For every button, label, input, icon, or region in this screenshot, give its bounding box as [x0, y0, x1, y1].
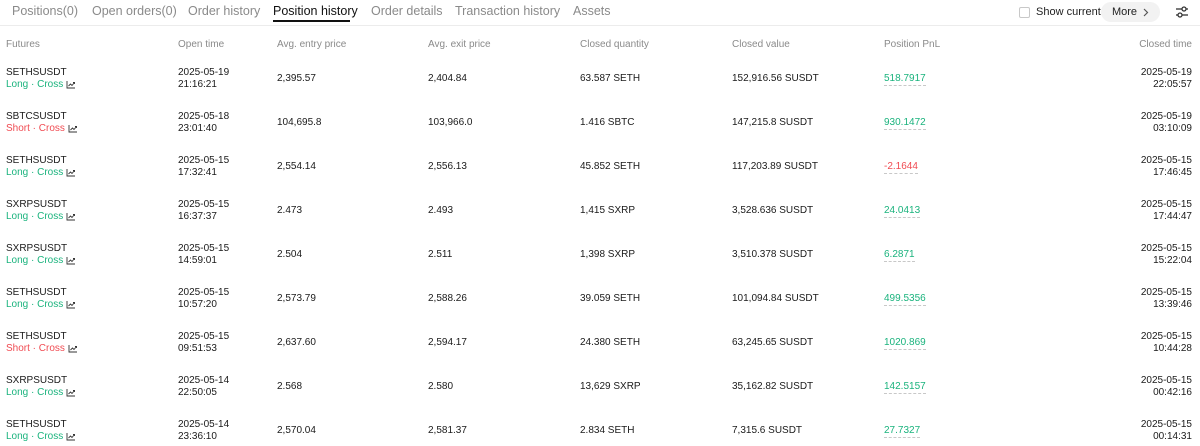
- row-exit-price: 2,556.13: [428, 161, 467, 172]
- row-open-date: 2025-05-15: [178, 287, 230, 298]
- trend-chart-icon[interactable]: [66, 256, 76, 265]
- row-closed-quantity: 2.834 SETH: [580, 425, 635, 436]
- table-row[interactable]: [0, 372, 1200, 416]
- row-close-date: 2025-05-15: [1140, 199, 1192, 210]
- row-closed-quantity: 45.852 SETH: [580, 161, 641, 172]
- row-open-time: 17:32:41: [178, 167, 217, 178]
- row-close-time: 17:44:47: [1153, 211, 1192, 222]
- row-open-time: 10:57:20: [178, 299, 217, 310]
- chevron-right-icon: [1142, 8, 1149, 17]
- table-row[interactable]: [0, 240, 1200, 284]
- row-entry-price: 2.568: [277, 381, 303, 392]
- row-closed-value: 63,245.65 SUSDT: [732, 337, 814, 348]
- table-header: [0, 39, 1200, 53]
- row-symbol: SXRPSUSDT: [6, 199, 68, 210]
- row-side-label: Short · Cross: [6, 123, 65, 134]
- trend-chart-icon[interactable]: [66, 212, 76, 221]
- row-closed-quantity: 1,398 SXRP: [580, 249, 636, 260]
- sliders-icon[interactable]: [1174, 4, 1190, 20]
- row-exit-price: 2.493: [428, 205, 454, 216]
- table-row[interactable]: [0, 64, 1200, 108]
- row-closed-value: 35,162.82 SUSDT: [732, 381, 814, 392]
- row-closed-value: 147,215.8 SUSDT: [732, 117, 814, 128]
- row-side-label: Long · Cross: [6, 387, 64, 398]
- row-close-date: 2025-05-15: [1140, 419, 1192, 430]
- row-open-date: 2025-05-14: [178, 375, 230, 386]
- row-open-date: 2025-05-19: [178, 67, 230, 78]
- tab-position-history[interactable]: Position history: [273, 4, 358, 18]
- row-open-time: 09:51:53: [178, 343, 217, 354]
- row-symbol: SETHSUSDT: [6, 331, 67, 342]
- row-entry-price: 2,554.14: [277, 161, 316, 172]
- tab-positions[interactable]: Positions(0): [12, 4, 78, 18]
- trend-chart-icon[interactable]: [66, 168, 76, 177]
- tab-transaction-history[interactable]: Transaction history: [455, 4, 561, 18]
- row-open-time: 23:36:10: [178, 431, 217, 442]
- trend-chart-icon[interactable]: [68, 344, 78, 353]
- row-symbol: SBTCSUSDT: [6, 111, 67, 122]
- header-position-pnl: Position PnL: [884, 39, 941, 50]
- trend-chart-icon[interactable]: [66, 432, 76, 441]
- row-close-date: 2025-05-15: [1140, 243, 1192, 254]
- row-closed-value: 152,916.56 SUSDT: [732, 73, 819, 84]
- row-open-time: 21:16:21: [178, 79, 217, 90]
- row-close-date: 2025-05-15: [1140, 331, 1192, 342]
- table-row[interactable]: [0, 328, 1200, 372]
- row-closed-value: 3,510.378 SUSDT: [732, 249, 814, 260]
- row-close-date: 2025-05-15: [1140, 287, 1192, 298]
- trend-chart-icon[interactable]: [68, 124, 78, 133]
- row-position-pnl[interactable]: -2.1644: [884, 161, 918, 172]
- trend-chart-icon[interactable]: [66, 388, 76, 397]
- table-row[interactable]: [0, 152, 1200, 196]
- row-open-time: 16:37:37: [178, 211, 217, 222]
- row-open-time: 22:50:05: [178, 387, 217, 398]
- active-tab-underline: [273, 20, 350, 22]
- header-closed-time: Closed time: [1139, 39, 1192, 50]
- row-closed-quantity: 39.059 SETH: [580, 293, 641, 304]
- header-closed-quantity: Closed quantity: [580, 39, 649, 50]
- row-symbol: SETHSUSDT: [6, 67, 67, 78]
- row-side: [6, 431, 76, 442]
- row-side-label: Long · Cross: [6, 79, 64, 90]
- row-exit-price: 2,581.37: [428, 425, 467, 436]
- row-symbol: SXRPSUSDT: [6, 243, 68, 254]
- header-entry-price: Avg. entry price: [277, 39, 347, 50]
- row-entry-price: 2.473: [277, 205, 303, 216]
- row-exit-price: 2,404.84: [428, 73, 467, 84]
- row-open-date: 2025-05-15: [178, 243, 230, 254]
- row-close-date: 2025-05-19: [1140, 67, 1192, 78]
- row-side: [6, 343, 78, 354]
- show-current-label: Show current: [1036, 6, 1101, 18]
- table-row[interactable]: [0, 108, 1200, 152]
- row-side: [6, 79, 76, 90]
- row-symbol: SETHSUSDT: [6, 419, 67, 430]
- row-position-pnl[interactable]: 27.7327: [884, 425, 921, 436]
- row-closed-quantity: 24.380 SETH: [580, 337, 641, 348]
- row-entry-price: 2.504: [277, 249, 303, 260]
- row-side-label: Long · Cross: [6, 255, 64, 266]
- row-side: [6, 123, 78, 134]
- row-position-pnl[interactable]: 1020.869: [884, 337, 926, 348]
- table-row[interactable]: [0, 416, 1200, 446]
- row-entry-price: 104,695.8: [277, 117, 322, 128]
- row-open-date: 2025-05-15: [178, 199, 230, 210]
- tab-open-orders[interactable]: Open orders(0): [92, 4, 177, 18]
- table-row[interactable]: [0, 284, 1200, 328]
- row-position-pnl[interactable]: 518.7917: [884, 73, 926, 84]
- row-close-time: 15:22:04: [1153, 255, 1192, 266]
- row-exit-price: 2.580: [428, 381, 454, 392]
- row-close-time: 13:39:46: [1153, 299, 1192, 310]
- row-closed-quantity: 63.587 SETH: [580, 73, 641, 84]
- row-close-date: 2025-05-19: [1140, 111, 1192, 122]
- tab-assets[interactable]: Assets: [573, 4, 611, 18]
- row-closed-quantity: 1,415 SXRP: [580, 205, 636, 216]
- row-closed-value: 117,203.89 SUSDT: [732, 161, 818, 172]
- table-row[interactable]: [0, 196, 1200, 240]
- row-entry-price: 2,637.60: [277, 337, 316, 348]
- header-futures: Futures: [6, 39, 40, 50]
- tab-bar: [0, 0, 1200, 26]
- row-closed-value: 3,528.636 SUSDT: [732, 205, 814, 216]
- row-side-label: Long · Cross: [6, 211, 64, 222]
- more-button[interactable]: [1101, 2, 1160, 22]
- trend-chart-icon[interactable]: [66, 300, 76, 309]
- row-side: [6, 387, 76, 398]
- row-symbol: SXRPSUSDT: [6, 375, 68, 386]
- row-position-pnl[interactable]: 6.2871: [884, 249, 915, 260]
- row-position-pnl[interactable]: 142.5157: [884, 381, 926, 392]
- row-side-label: Short · Cross: [6, 343, 65, 354]
- row-side: [6, 255, 76, 266]
- row-side: [6, 299, 76, 310]
- row-close-date: 2025-05-15: [1140, 155, 1192, 166]
- row-open-time: 23:01:40: [178, 123, 217, 134]
- tab-order-details[interactable]: Order details: [371, 4, 443, 18]
- row-open-date: 2025-05-18: [178, 111, 230, 122]
- row-side-label: Long · Cross: [6, 299, 64, 310]
- row-closed-quantity: 1.416 SBTC: [580, 117, 635, 128]
- row-exit-price: 2.511: [428, 249, 453, 260]
- row-exit-price: 103,966.0: [428, 117, 473, 128]
- row-entry-price: 2,395.57: [277, 73, 316, 84]
- tab-order-history[interactable]: Order history: [188, 4, 261, 18]
- row-close-time: 22:05:57: [1153, 79, 1192, 90]
- row-open-time: 14:59:01: [178, 255, 217, 266]
- trend-chart-icon[interactable]: [66, 80, 76, 89]
- row-closed-quantity: 13,629 SXRP: [580, 381, 641, 392]
- row-side: [6, 167, 76, 178]
- row-position-pnl[interactable]: 499.5356: [884, 293, 926, 304]
- row-open-date: 2025-05-15: [178, 331, 230, 342]
- row-close-time: 17:46:45: [1153, 167, 1192, 178]
- header-closed-value: Closed value: [732, 39, 790, 50]
- row-entry-price: 2,570.04: [277, 425, 316, 436]
- row-close-time: 10:44:28: [1153, 343, 1192, 354]
- row-exit-price: 2,594.17: [428, 337, 467, 348]
- row-close-date: 2025-05-15: [1140, 375, 1192, 386]
- row-open-date: 2025-05-15: [178, 155, 230, 166]
- row-symbol: SETHSUSDT: [6, 155, 67, 166]
- row-exit-price: 2,588.26: [428, 293, 467, 304]
- row-open-date: 2025-05-14: [178, 419, 230, 430]
- more-button-label: More: [1111, 6, 1138, 18]
- row-side-label: Long · Cross: [6, 431, 64, 442]
- row-side-label: Long · Cross: [6, 167, 64, 178]
- row-position-pnl[interactable]: 930.1472: [884, 117, 926, 128]
- row-closed-value: 7,315.6 SUSDT: [732, 425, 803, 436]
- row-close-time: 00:14:31: [1153, 431, 1192, 442]
- row-side: [6, 211, 76, 222]
- row-closed-value: 101,094.84 SUSDT: [732, 293, 819, 304]
- row-position-pnl[interactable]: 24.0413: [884, 205, 921, 216]
- header-open-time: Open time: [178, 39, 225, 50]
- show-current-checkbox[interactable]: [1019, 7, 1030, 18]
- row-symbol: SETHSUSDT: [6, 287, 67, 298]
- show-current-toggle[interactable]: [1019, 6, 1101, 18]
- row-entry-price: 2,573.79: [277, 293, 316, 304]
- row-close-time: 03:10:09: [1153, 123, 1192, 134]
- row-close-time: 00:42:16: [1153, 387, 1192, 398]
- header-exit-price: Avg. exit price: [428, 39, 491, 50]
